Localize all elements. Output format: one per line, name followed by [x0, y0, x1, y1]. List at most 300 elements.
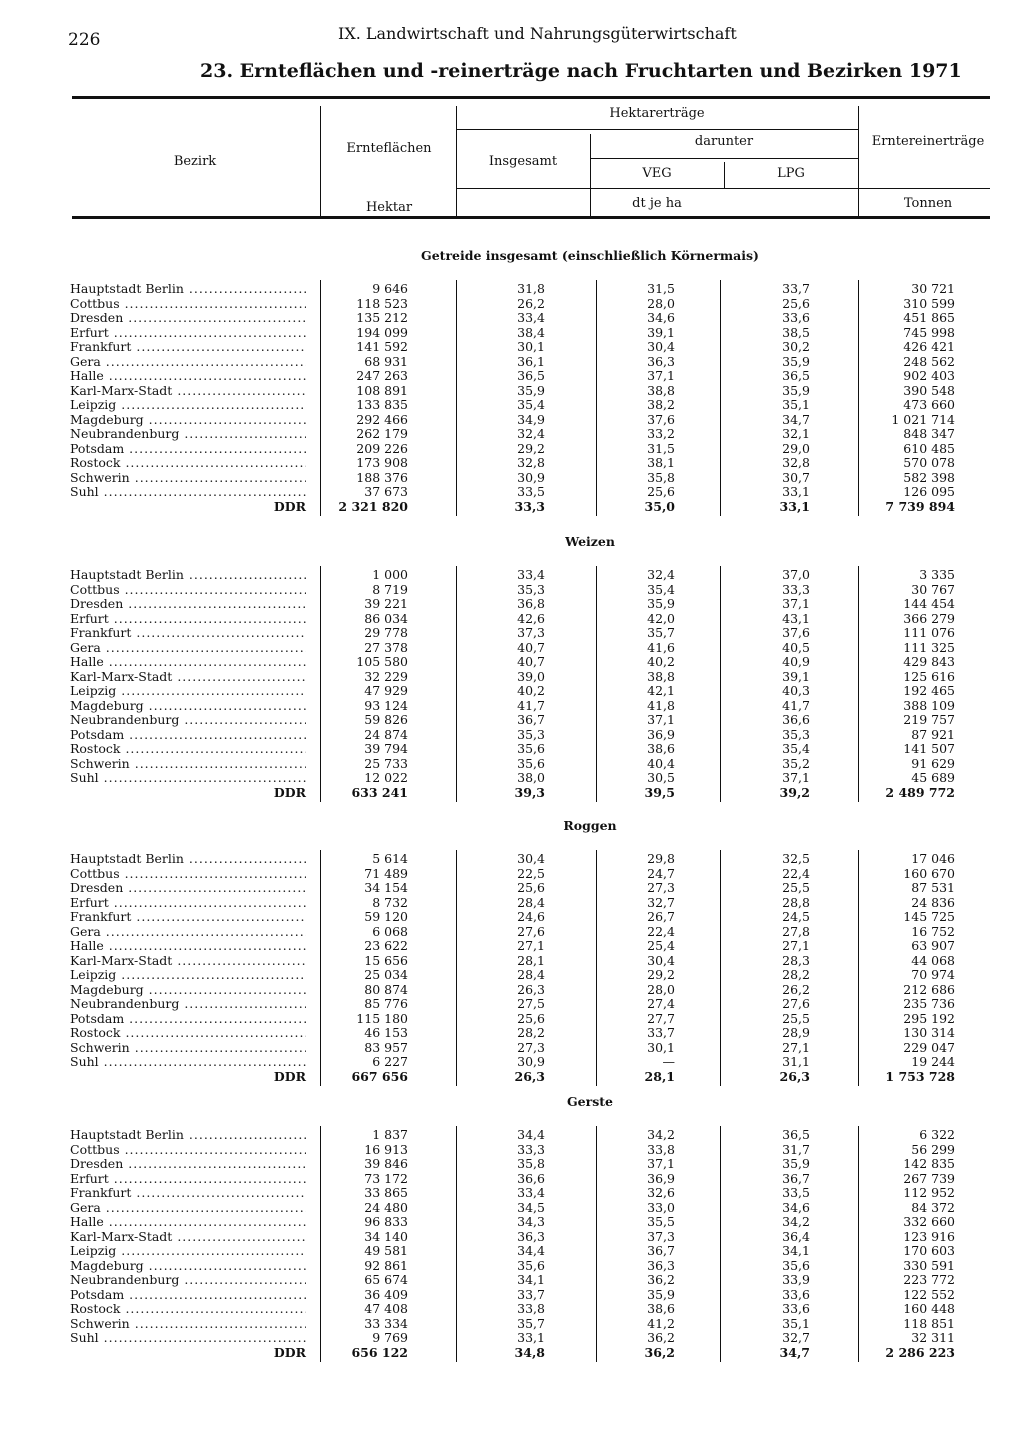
table-row	[0, 427, 1024, 442]
cell-ernteflaeche: 262 179	[356, 426, 408, 441]
cell-lpg: 36,4	[782, 1228, 810, 1244]
cell-ernteflaeche: 5 614	[372, 851, 408, 866]
table-row	[0, 1026, 1024, 1041]
header-hline-1	[456, 129, 858, 130]
cell-lpg: 30,2	[782, 339, 810, 354]
bezirk-name: Dresden .....	[70, 1157, 306, 1172]
cell-erntereinertrag: 429 843	[903, 654, 955, 669]
cell-erntereinertrag: 16 752	[911, 923, 955, 939]
cell-insgesamt: 28,2	[517, 1025, 545, 1040]
cell-lpg: 41,7	[782, 697, 810, 713]
cell-erntereinertrag: 388 109	[903, 697, 955, 713]
cell-veg: —	[662, 1054, 675, 1069]
cell-insgesamt: 36,6	[517, 1170, 545, 1186]
cell-erntereinertrag: 7 739 894	[885, 498, 955, 514]
bezirk-name: Cottbus .....	[70, 583, 306, 598]
cell-veg: 34,6	[647, 310, 675, 325]
table-row	[0, 699, 1024, 714]
cell-ernteflaeche: 105 580	[356, 654, 408, 669]
cell-erntereinertrag: 19 244	[911, 1054, 955, 1069]
cell-veg: 33,7	[647, 1025, 675, 1040]
bezirk-name: Erfurt .....	[70, 612, 306, 627]
table-row	[0, 1259, 1024, 1274]
cell-insgesamt: 30,1	[517, 339, 545, 354]
cell-insgesamt: 35,7	[517, 1315, 545, 1331]
cell-ernteflaeche: 47 408	[364, 1301, 408, 1316]
cell-erntereinertrag: 30 767	[911, 581, 955, 597]
table-row	[0, 413, 1024, 428]
header-bezirk: Bezirk	[173, 154, 217, 169]
bezirk-name: Gera .....	[70, 1201, 306, 1216]
table-row	[0, 655, 1024, 670]
cell-erntereinertrag: 122 552	[903, 1286, 955, 1302]
cell-insgesamt: 22,5	[517, 865, 545, 881]
table-row	[0, 728, 1024, 743]
cell-erntereinertrag: 192 465	[903, 683, 955, 698]
header-divider-1	[320, 106, 321, 218]
cell-ernteflaeche: 29 778	[364, 625, 408, 640]
header-unit-tonnen: Tonnen	[903, 196, 953, 211]
table-row	[0, 1055, 1024, 1070]
table-row	[0, 641, 1024, 656]
cell-lpg: 25,5	[782, 1010, 810, 1026]
cell-insgesamt: 42,6	[517, 610, 545, 626]
cell-insgesamt: 32,4	[517, 426, 545, 441]
header-ernteeinertraege: Erntereinerträge	[871, 134, 985, 149]
table-row	[0, 997, 1024, 1012]
cell-lpg: 40,5	[782, 639, 810, 655]
cell-veg: 26,7	[647, 909, 675, 924]
cell-veg: 28,0	[647, 981, 675, 997]
bezirk-name: Frankfurt .....	[70, 1186, 306, 1201]
section-title: Roggen	[563, 818, 617, 833]
cell-ernteflaeche: 1 000	[372, 567, 408, 582]
cell-veg: 28,1	[644, 1068, 675, 1084]
cell-lpg: 34,6	[782, 1199, 810, 1215]
cell-erntereinertrag: 111 076	[903, 625, 955, 640]
bezirk-name: Frankfurt .....	[70, 340, 306, 355]
cell-insgesamt: 33,3	[514, 498, 545, 514]
cell-ernteflaeche: 25 733	[364, 755, 408, 771]
cell-lpg: 33,1	[782, 484, 810, 499]
table-row	[0, 1230, 1024, 1245]
cell-lpg: 32,5	[782, 851, 810, 866]
cell-lpg: 26,2	[782, 981, 810, 997]
table-row	[0, 1215, 1024, 1230]
cell-lpg: 34,2	[782, 1214, 810, 1229]
cell-erntereinertrag: 745 998	[903, 324, 955, 340]
table-row	[0, 340, 1024, 355]
table-row	[0, 282, 1024, 297]
cell-ernteflaeche: 33 865	[364, 1185, 408, 1200]
cell-insgesamt: 30,4	[517, 851, 545, 866]
cell-ernteflaeche: 37 673	[364, 484, 408, 499]
cell-insgesamt: 33,8	[517, 1301, 545, 1316]
cell-veg: 33,8	[647, 1141, 675, 1157]
cell-ernteflaeche: 24 874	[364, 726, 408, 742]
bezirk-name: Potsdam .....	[70, 1288, 306, 1303]
cell-erntereinertrag: 902 403	[903, 368, 955, 383]
cell-veg: 33,0	[647, 1199, 675, 1215]
cell-erntereinertrag: 91 629	[911, 755, 955, 771]
cell-insgesamt: 36,8	[517, 596, 545, 611]
cell-erntereinertrag: 390 548	[903, 382, 955, 398]
cell-insgesamt: 28,4	[517, 967, 545, 982]
table-row	[0, 939, 1024, 954]
cell-insgesamt: 29,2	[517, 440, 545, 456]
cell-lpg: 32,1	[782, 426, 810, 441]
page-number: 226	[68, 30, 101, 50]
cell-veg: 27,4	[647, 996, 675, 1011]
cell-ernteflaeche: 65 674	[364, 1272, 408, 1287]
cell-ernteflaeche: 71 489	[364, 865, 408, 881]
cell-insgesamt: 26,3	[514, 1068, 545, 1084]
cell-insgesamt: 39,0	[517, 668, 545, 684]
cell-erntereinertrag: 248 562	[903, 353, 955, 369]
cell-insgesamt: 35,8	[517, 1156, 545, 1171]
cell-erntereinertrag: 63 907	[911, 938, 955, 953]
cell-ernteflaeche: 93 124	[364, 697, 408, 713]
cell-ernteflaeche: 59 120	[364, 909, 408, 924]
cell-lpg: 28,9	[782, 1025, 810, 1040]
cell-veg: 36,7	[647, 1243, 675, 1258]
bezirk-name: Neubrandenburg .....	[70, 427, 306, 442]
cell-erntereinertrag: 142 835	[903, 1156, 955, 1171]
header-top-rule	[72, 96, 990, 99]
cell-veg: 38,6	[647, 741, 675, 756]
cell-erntereinertrag: 130 314	[903, 1025, 955, 1040]
cell-erntereinertrag: 229 047	[903, 1039, 955, 1055]
table-row	[0, 852, 1024, 867]
bezirk-name: Schwerin .....	[70, 1317, 306, 1332]
cell-insgesamt: 40,2	[517, 683, 545, 698]
bezirk-name: Rostock .....	[70, 1026, 306, 1041]
cell-veg: 30,5	[647, 770, 675, 785]
cell-lpg: 36,7	[782, 1170, 810, 1186]
cell-erntereinertrag: 267 739	[903, 1170, 955, 1186]
cell-veg: 37,1	[647, 1156, 675, 1171]
bezirk-name: Erfurt .....	[70, 896, 306, 911]
cell-lpg: 37,6	[782, 625, 810, 640]
cell-ernteflaeche: 173 908	[356, 455, 408, 470]
bezirk-name: Suhl .....	[70, 771, 306, 786]
table-title: 23. Ernteflächen und -reinerträge nach Fruchtarten und Bezirken 1971	[200, 60, 962, 82]
cell-erntereinertrag: 219 757	[903, 712, 955, 727]
table-row	[0, 597, 1024, 612]
bezirk-name: Rostock .....	[70, 742, 306, 757]
cell-ernteflaeche: 32 229	[364, 668, 408, 684]
cell-lpg: 33,3	[782, 581, 810, 597]
cell-lpg: 25,6	[782, 295, 810, 311]
header-hline-2	[590, 158, 858, 159]
cell-ernteflaeche: 59 826	[364, 712, 408, 727]
cell-insgesamt: 26,3	[517, 981, 545, 997]
table-row	[0, 485, 1024, 500]
bezirk-name: Leipzig .....	[70, 398, 306, 413]
bezirk-name: Magdeburg .....	[70, 983, 306, 998]
cell-insgesamt: 27,1	[517, 938, 545, 953]
cell-lpg: 35,1	[782, 397, 810, 412]
section-title: Getreide insgesamt (einschließlich Körnermais)	[421, 248, 759, 263]
cell-lpg: 33,6	[782, 1301, 810, 1316]
cell-lpg: 37,0	[782, 567, 810, 582]
cell-lpg: 33,5	[782, 1185, 810, 1200]
cell-lpg: 32,7	[782, 1330, 810, 1345]
cell-ernteflaeche: 1 837	[372, 1127, 408, 1142]
cell-erntereinertrag: 295 192	[903, 1010, 955, 1026]
cell-ernteflaeche: 24 480	[364, 1199, 408, 1215]
cell-veg: 38,8	[647, 382, 675, 398]
cell-lpg: 37,1	[782, 770, 810, 785]
cell-lpg: 34,7	[779, 1344, 810, 1360]
table-row	[0, 583, 1024, 598]
cell-ernteflaeche: 9 769	[372, 1330, 408, 1345]
cell-ernteflaeche: 108 891	[356, 382, 408, 398]
cell-erntereinertrag: 32 311	[911, 1330, 955, 1345]
cell-lpg: 33,6	[782, 310, 810, 325]
cell-ernteflaeche: 633 241	[351, 784, 408, 800]
cell-veg: 35,7	[647, 625, 675, 640]
bezirk-name: Schwerin .....	[70, 757, 306, 772]
cell-erntereinertrag: 45 689	[911, 770, 955, 785]
cell-veg: 27,3	[647, 880, 675, 895]
cell-veg: 41,2	[647, 1315, 675, 1331]
cell-lpg: 27,8	[782, 923, 810, 939]
cell-insgesamt: 33,4	[517, 567, 545, 582]
cell-veg: 38,1	[647, 455, 675, 470]
cell-erntereinertrag: 332 660	[903, 1214, 955, 1229]
table-row	[0, 983, 1024, 998]
cell-erntereinertrag: 141 507	[903, 741, 955, 756]
cell-insgesamt: 26,2	[517, 295, 545, 311]
cell-lpg: 34,1	[782, 1243, 810, 1258]
cell-insgesamt: 32,8	[517, 455, 545, 470]
cell-ernteflaeche: 135 212	[356, 310, 408, 325]
cell-ernteflaeche: 2 321 820	[338, 498, 408, 514]
cell-ernteflaeche: 49 581	[364, 1243, 408, 1258]
cell-lpg: 40,9	[782, 654, 810, 669]
cell-insgesamt: 35,3	[517, 726, 545, 742]
cell-insgesamt: 41,7	[517, 697, 545, 713]
bezirk-name: Leipzig .....	[70, 1244, 306, 1259]
cell-insgesamt: 27,6	[517, 923, 545, 939]
cell-lpg: 35,4	[782, 741, 810, 756]
cell-insgesamt: 30,9	[517, 1054, 545, 1069]
cell-veg: 29,2	[647, 967, 675, 982]
bezirk-name: Frankfurt .....	[70, 626, 306, 641]
cell-veg: 34,2	[647, 1127, 675, 1142]
total-row	[0, 1346, 1024, 1361]
cell-insgesamt: 27,3	[517, 1039, 545, 1055]
header-ernteflaechen: Ernteflächen	[346, 141, 432, 156]
cell-ernteflaeche: 194 099	[356, 324, 408, 340]
bezirk-name: Rostock .....	[70, 456, 306, 471]
header-lpg: LPG	[777, 166, 805, 181]
bezirk-name: Hauptstadt Berlin .....	[70, 568, 306, 583]
cell-veg: 32,6	[647, 1185, 675, 1200]
cell-insgesamt: 35,3	[517, 581, 545, 597]
cell-erntereinertrag: 87 921	[911, 726, 955, 742]
cell-erntereinertrag: 212 686	[903, 981, 955, 997]
table-row	[0, 954, 1024, 969]
cell-veg: 25,4	[647, 938, 675, 953]
cell-lpg: 26,3	[779, 1068, 810, 1084]
cell-erntereinertrag: 160 448	[903, 1301, 955, 1316]
bezirk-name: Hauptstadt Berlin .....	[70, 852, 306, 867]
cell-erntereinertrag: 44 068	[911, 952, 955, 968]
cell-erntereinertrag: 330 591	[903, 1257, 955, 1273]
bezirk-name: Potsdam .....	[70, 1012, 306, 1027]
cell-lpg: 36,5	[782, 368, 810, 383]
cell-ernteflaeche: 92 861	[364, 1257, 408, 1273]
bezirk-name: Leipzig .....	[70, 684, 306, 699]
cell-veg: 28,0	[647, 295, 675, 311]
cell-insgesamt: 33,4	[517, 1185, 545, 1200]
cell-insgesamt: 35,9	[517, 382, 545, 398]
cell-erntereinertrag: 1 753 728	[885, 1068, 955, 1084]
cell-veg: 30,4	[647, 339, 675, 354]
cell-erntereinertrag: 24 836	[911, 894, 955, 910]
cell-insgesamt: 40,7	[517, 639, 545, 655]
bezirk-name: Dresden .....	[70, 597, 306, 612]
table-row	[0, 612, 1024, 627]
cell-lpg: 29,0	[782, 440, 810, 456]
bezirk-name: Magdeburg .....	[70, 413, 306, 428]
cell-veg: 36,2	[647, 1272, 675, 1287]
bezirk-name: Frankfurt .....	[70, 910, 306, 925]
header-unit-dt: dt je ha	[632, 196, 682, 211]
cell-veg: 24,7	[647, 865, 675, 881]
table-row	[0, 881, 1024, 896]
cell-veg: 41,6	[647, 639, 675, 655]
cell-veg: 38,2	[647, 397, 675, 412]
table-row	[0, 369, 1024, 384]
table-row	[0, 355, 1024, 370]
cell-veg: 32,7	[647, 894, 675, 910]
table-row	[0, 684, 1024, 699]
cell-veg: 30,1	[647, 1039, 675, 1055]
cell-erntereinertrag: 310 599	[903, 295, 955, 311]
cell-ernteflaeche: 8 719	[372, 581, 408, 597]
cell-erntereinertrag: 610 485	[903, 440, 955, 456]
total-label: DDR	[273, 498, 306, 514]
cell-erntereinertrag: 2 286 223	[885, 1344, 955, 1360]
bezirk-name: Halle .....	[70, 655, 306, 670]
cell-lpg: 35,9	[782, 353, 810, 369]
cell-lpg: 35,9	[782, 1156, 810, 1171]
cell-ernteflaeche: 86 034	[364, 610, 408, 626]
total-label: DDR	[273, 1344, 306, 1360]
bezirk-name: Halle .....	[70, 369, 306, 384]
cell-lpg: 22,4	[782, 865, 810, 881]
table-row	[0, 1041, 1024, 1056]
cell-lpg: 31,1	[782, 1054, 810, 1069]
bezirk-name: Hauptstadt Berlin .....	[70, 1128, 306, 1143]
cell-veg: 35,9	[647, 1286, 675, 1302]
cell-insgesamt: 34,9	[517, 411, 545, 427]
cell-lpg: 35,1	[782, 1315, 810, 1331]
cell-lpg: 33,9	[782, 1272, 810, 1287]
table-row	[0, 384, 1024, 399]
cell-erntereinertrag: 84 372	[911, 1199, 955, 1215]
cell-erntereinertrag: 145 725	[903, 909, 955, 924]
cell-lpg: 28,2	[782, 967, 810, 982]
cell-insgesamt: 28,4	[517, 894, 545, 910]
cell-ernteflaeche: 16 913	[364, 1141, 408, 1157]
cell-ernteflaeche: 34 154	[364, 880, 408, 895]
cell-erntereinertrag: 17 046	[911, 851, 955, 866]
table-row	[0, 910, 1024, 925]
cell-lpg: 32,8	[782, 455, 810, 470]
cell-veg: 27,7	[647, 1010, 675, 1026]
cell-veg: 38,8	[647, 668, 675, 684]
table-row	[0, 867, 1024, 882]
cell-ernteflaeche: 47 929	[364, 683, 408, 698]
cell-ernteflaeche: 85 776	[364, 996, 408, 1011]
cell-lpg: 31,7	[782, 1141, 810, 1157]
cell-ernteflaeche: 667 656	[351, 1068, 408, 1084]
cell-lpg: 33,1	[779, 498, 810, 514]
cell-insgesamt: 35,6	[517, 1257, 545, 1273]
cell-veg: 37,3	[647, 1228, 675, 1244]
table-row	[0, 1157, 1024, 1172]
cell-ernteflaeche: 118 523	[356, 295, 408, 311]
cell-erntereinertrag: 235 736	[903, 996, 955, 1011]
cell-insgesamt: 37,3	[517, 625, 545, 640]
cell-insgesamt: 38,4	[517, 324, 545, 340]
bezirk-name: Karl-Marx-Stadt .....	[70, 384, 306, 399]
running-head: IX. Landwirtschaft und Nahrungsgüterwirtschaft	[338, 24, 737, 43]
cell-erntereinertrag: 123 916	[903, 1228, 955, 1244]
cell-erntereinertrag: 126 095	[903, 484, 955, 499]
table-row	[0, 1302, 1024, 1317]
total-row	[0, 786, 1024, 801]
cell-lpg: 43,1	[782, 610, 810, 626]
cell-insgesamt: 35,6	[517, 755, 545, 771]
cell-veg: 38,6	[647, 1301, 675, 1316]
table-row	[0, 442, 1024, 457]
cell-erntereinertrag: 125 616	[903, 668, 955, 684]
cell-erntereinertrag: 118 851	[903, 1315, 955, 1331]
bezirk-name: Halle .....	[70, 1215, 306, 1230]
cell-ernteflaeche: 39 846	[364, 1156, 408, 1171]
cell-veg: 25,6	[647, 484, 675, 499]
cell-insgesamt: 31,8	[517, 281, 545, 296]
cell-insgesamt: 39,3	[514, 784, 545, 800]
table-row	[0, 311, 1024, 326]
cell-erntereinertrag: 570 078	[903, 455, 955, 470]
cell-ernteflaeche: 34 140	[364, 1228, 408, 1244]
header-veg: VEG	[642, 166, 672, 181]
cell-insgesamt: 40,7	[517, 654, 545, 669]
table-row	[0, 1317, 1024, 1332]
section-title: Gerste	[567, 1094, 613, 1109]
bezirk-name: Halle .....	[70, 939, 306, 954]
cell-veg: 33,2	[647, 426, 675, 441]
cell-erntereinertrag: 70 974	[911, 967, 955, 982]
cell-erntereinertrag: 582 398	[903, 469, 955, 485]
bezirk-name: Schwerin .....	[70, 471, 306, 486]
cell-erntereinertrag: 170 603	[903, 1243, 955, 1258]
table-row	[0, 1288, 1024, 1303]
cell-erntereinertrag: 366 279	[903, 610, 955, 626]
cell-ernteflaeche: 83 957	[364, 1039, 408, 1055]
cell-ernteflaeche: 141 592	[356, 339, 408, 354]
cell-erntereinertrag: 3 335	[919, 567, 955, 582]
cell-insgesamt: 38,0	[517, 770, 545, 785]
cell-veg: 42,0	[647, 610, 675, 626]
bezirk-name: Erfurt .....	[70, 326, 306, 341]
